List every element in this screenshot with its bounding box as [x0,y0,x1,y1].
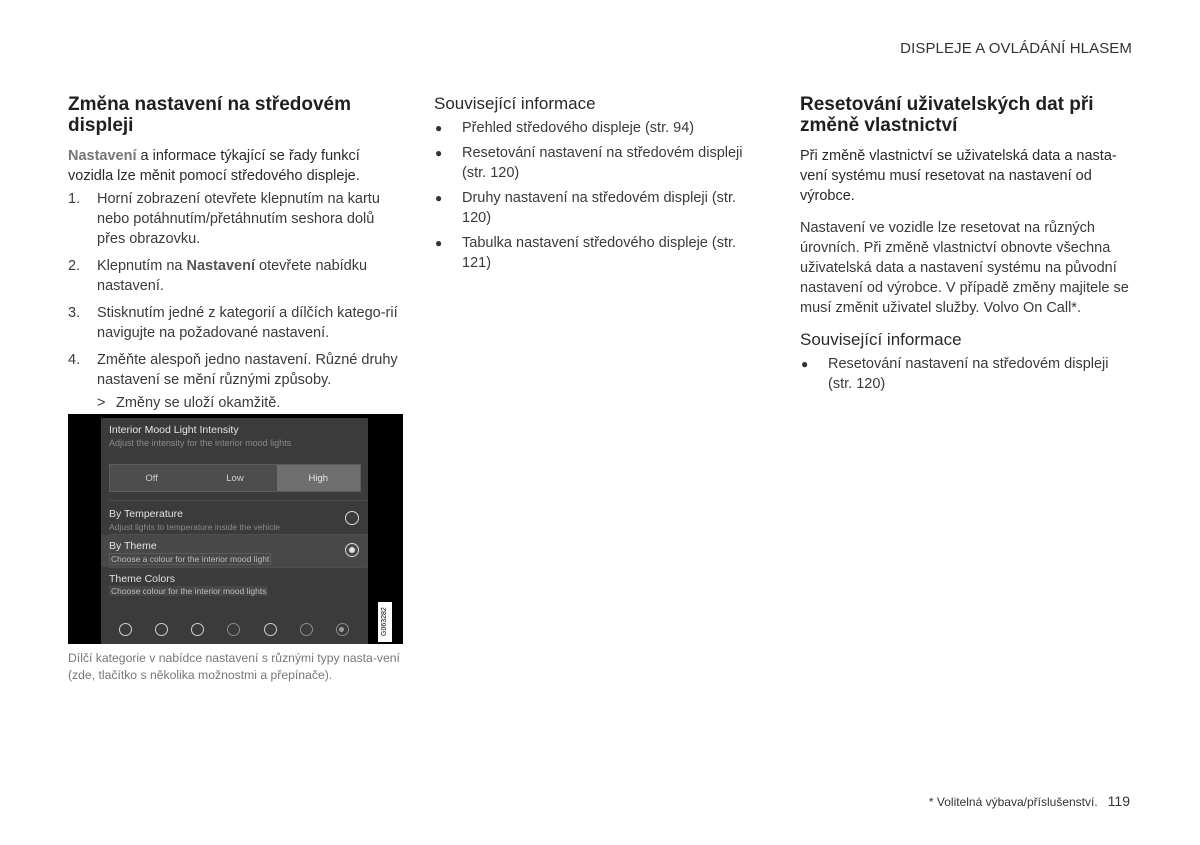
related-link[interactable]: Resetování nastavení na středovém displeji (str. 120) [828,356,1109,392]
color-swatch-icon [191,623,204,636]
step-text: Horní zobrazení otevřete klepnutím na kartu nebo potáhnutím/přetáhnutím seshora dolů přes obrazovku. [97,191,380,247]
step-item [68,303,404,343]
step-keyword: Nastavení [186,258,255,274]
option-subtitle: Adjust lights to temperature inside the vehicle [109,522,281,532]
bullet-icon: ● [435,236,443,250]
screen-subtitle: Adjust the intensity for the interior mood lights [109,438,292,448]
theme-colors-subtitle: Choose colour for the interior mood lights [111,586,267,596]
step-number: 1. [68,191,81,207]
segment-high: High [277,465,360,491]
display-screen [101,418,368,644]
page-number: 119 [1107,793,1130,809]
step-item [68,350,404,390]
related-info-list [434,118,754,273]
section-heading-change-settings: Změna nastavení na středovém displeji [68,94,351,136]
step-text: Změňte alespoň jedno nastavení. Různé druhy nastavení se mění různými způsoby. [97,352,398,388]
list-item [434,233,754,273]
list-item [800,354,1134,394]
step-number: 4. [68,352,81,368]
intensity-segmented-control [109,464,361,492]
result-arrow-icon: > [97,395,106,411]
spacer [800,206,1134,218]
related-info-heading: Související informace [800,330,962,349]
intro-text: a informace týkající se řady funkcí vozidla lze měnit pomocí středového displeje. [68,148,360,184]
divider [109,500,367,501]
step-number: 3. [68,305,81,321]
option-by-theme [101,535,368,567]
segment-low: Low [226,472,244,484]
color-swatch-icon [300,623,313,636]
option-subtitle: Choose a colour for the interior mood light [111,554,270,564]
step-number: 2. [68,258,81,274]
footnote-text: * Volitelná výbava/příslušenství. [928,795,1098,809]
color-swatch-selected-icon [336,623,349,636]
divider [109,567,367,568]
figure-caption: Dílčí kategorie v nabídce nastavení s různými typy nasta-vení (zde, tlačítko s několika možnostmi a přepínače). [68,651,400,682]
step-text [97,256,404,296]
intro-keyword: Nastavení [68,148,137,164]
radio-on-icon [345,543,359,557]
color-swatch-icon [227,623,240,636]
color-swatch-icon [264,623,277,636]
related-info-heading: Související informace [434,94,596,113]
list-item [434,118,754,138]
bullet-icon: ● [435,121,443,135]
related-link[interactable]: Resetování nastavení na středovém displeji (str. 120) [462,145,743,181]
list-item [434,143,754,183]
bullet-icon: ● [435,191,443,205]
theme-colors-title: Theme Colors [109,573,175,585]
radio-off-icon [345,511,359,525]
step-item [68,189,404,249]
color-swatches [119,623,349,636]
related-link[interactable]: Přehled středového displeje (str. 94) [462,120,695,136]
running-header: DISPLEJE A OVLÁDÁNÍ HLASEM [900,40,1132,57]
section-heading-reset-user-data: Resetování uživatelských dat při změně vlastnictví [800,94,1094,136]
page-footer [929,793,1130,809]
reset-intro-paragraph: Při změně vlastnictví se uživatelská data a nasta-vení systému musí resetovat na nastavení od výrobce. [800,148,1117,204]
step-item [68,256,404,296]
option-title: By Temperature [109,508,183,520]
right-column [800,94,1134,399]
center-display-figure [68,414,403,644]
segment-off: Off [145,472,158,484]
middle-column [434,94,754,278]
option-by-temperature [101,503,368,535]
bullet-icon: ● [435,146,443,160]
screen-title: Interior Mood Light Intensity [109,424,239,436]
step-text: Stisknutím jedné z kategorií a dílčích katego-rií navigujte na požadované nastavení. [97,305,398,341]
step-result [97,393,404,413]
figure-code: G063282 [378,602,392,642]
related-info-list [800,354,1134,394]
step-text-post: otevřete nabídku nastavení. [97,258,368,294]
related-link[interactable]: Druhy nastavení na středovém displeji (str. 120) [462,190,737,226]
step-text-pre: Klepnutím na [97,258,187,274]
steps-list [68,189,404,413]
option-title: By Theme [109,540,157,552]
result-text: Změny se uloží okamžitě. [116,395,281,411]
reset-body-paragraph: Nastavení ve vozidle lze resetovat na různých úrovních. Při změně vlastnictví obnovte všechna uživatelská data a nastavení systému na původní nastavení od výrobce. V případě změny majitele se musí změnit uživatel služby. Volvo On Call*. [800,220,1129,316]
related-link[interactable]: Tabulka nastavení středového displeje (str. 121) [462,235,737,271]
intro-paragraph [68,146,404,186]
color-swatch-icon [155,623,168,636]
spacer [800,318,1134,330]
color-swatch-icon [119,623,132,636]
bullet-icon: ● [801,357,809,371]
list-item [434,188,754,228]
left-column [68,94,404,413]
